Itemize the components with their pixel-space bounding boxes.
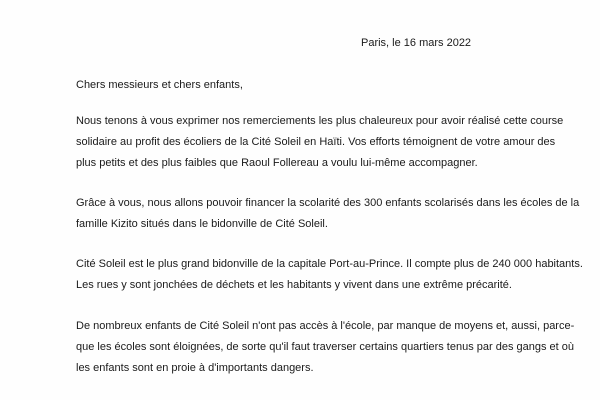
paragraph-line: De nombreux enfants de Cité Soleil n'ont pas accès à l'école, par manque de moyens et, aussi, parce- [76, 320, 575, 332]
paragraph-line: plus petits et des plus faibles que Raoul Follereau a voulu lui-même accompagner. [76, 157, 478, 169]
paragraph-line: Nous tenons à vous exprimer nos remerciements les plus chaleureux pour avoir réalisé cette course [76, 115, 564, 127]
paragraph-line: Grâce à vous, nous allons pouvoir financer la scolarité des 300 enfants scolarisés dans les écoles de la [76, 197, 580, 209]
paragraph [76, 254, 583, 296]
dateline: Paris, le 16 mars 2022 [361, 37, 472, 49]
paragraph-line: Cité Soleil est le plus grand bidonville de la capitale Port-au-Prince. Il compte plus de 240 000 habitants. [76, 258, 583, 270]
paragraph [76, 111, 564, 174]
paragraph [76, 316, 575, 379]
paragraph-line: solidaire au profit des écoliers de la Cité Soleil en Haïti. Vos efforts témoignent de votre amour des [76, 136, 556, 148]
paragraph-line: que les écoles sont éloignées, de sorte qu'il faut traverser certains quartiers tenus par des gangs et où [76, 341, 575, 353]
paragraph [76, 193, 580, 235]
paragraph-line: Les rues y sont jonchées de déchets et les habitants y vivent dans une extrême précarité. [76, 279, 512, 291]
paragraph-line: les enfants sont en proie à d'importants dangers. [76, 362, 314, 374]
salutation: Chers messieurs et chers enfants, [76, 79, 243, 91]
paragraph-line: famille Kizito situés dans le bidonville de Cité Soleil. [76, 218, 328, 230]
